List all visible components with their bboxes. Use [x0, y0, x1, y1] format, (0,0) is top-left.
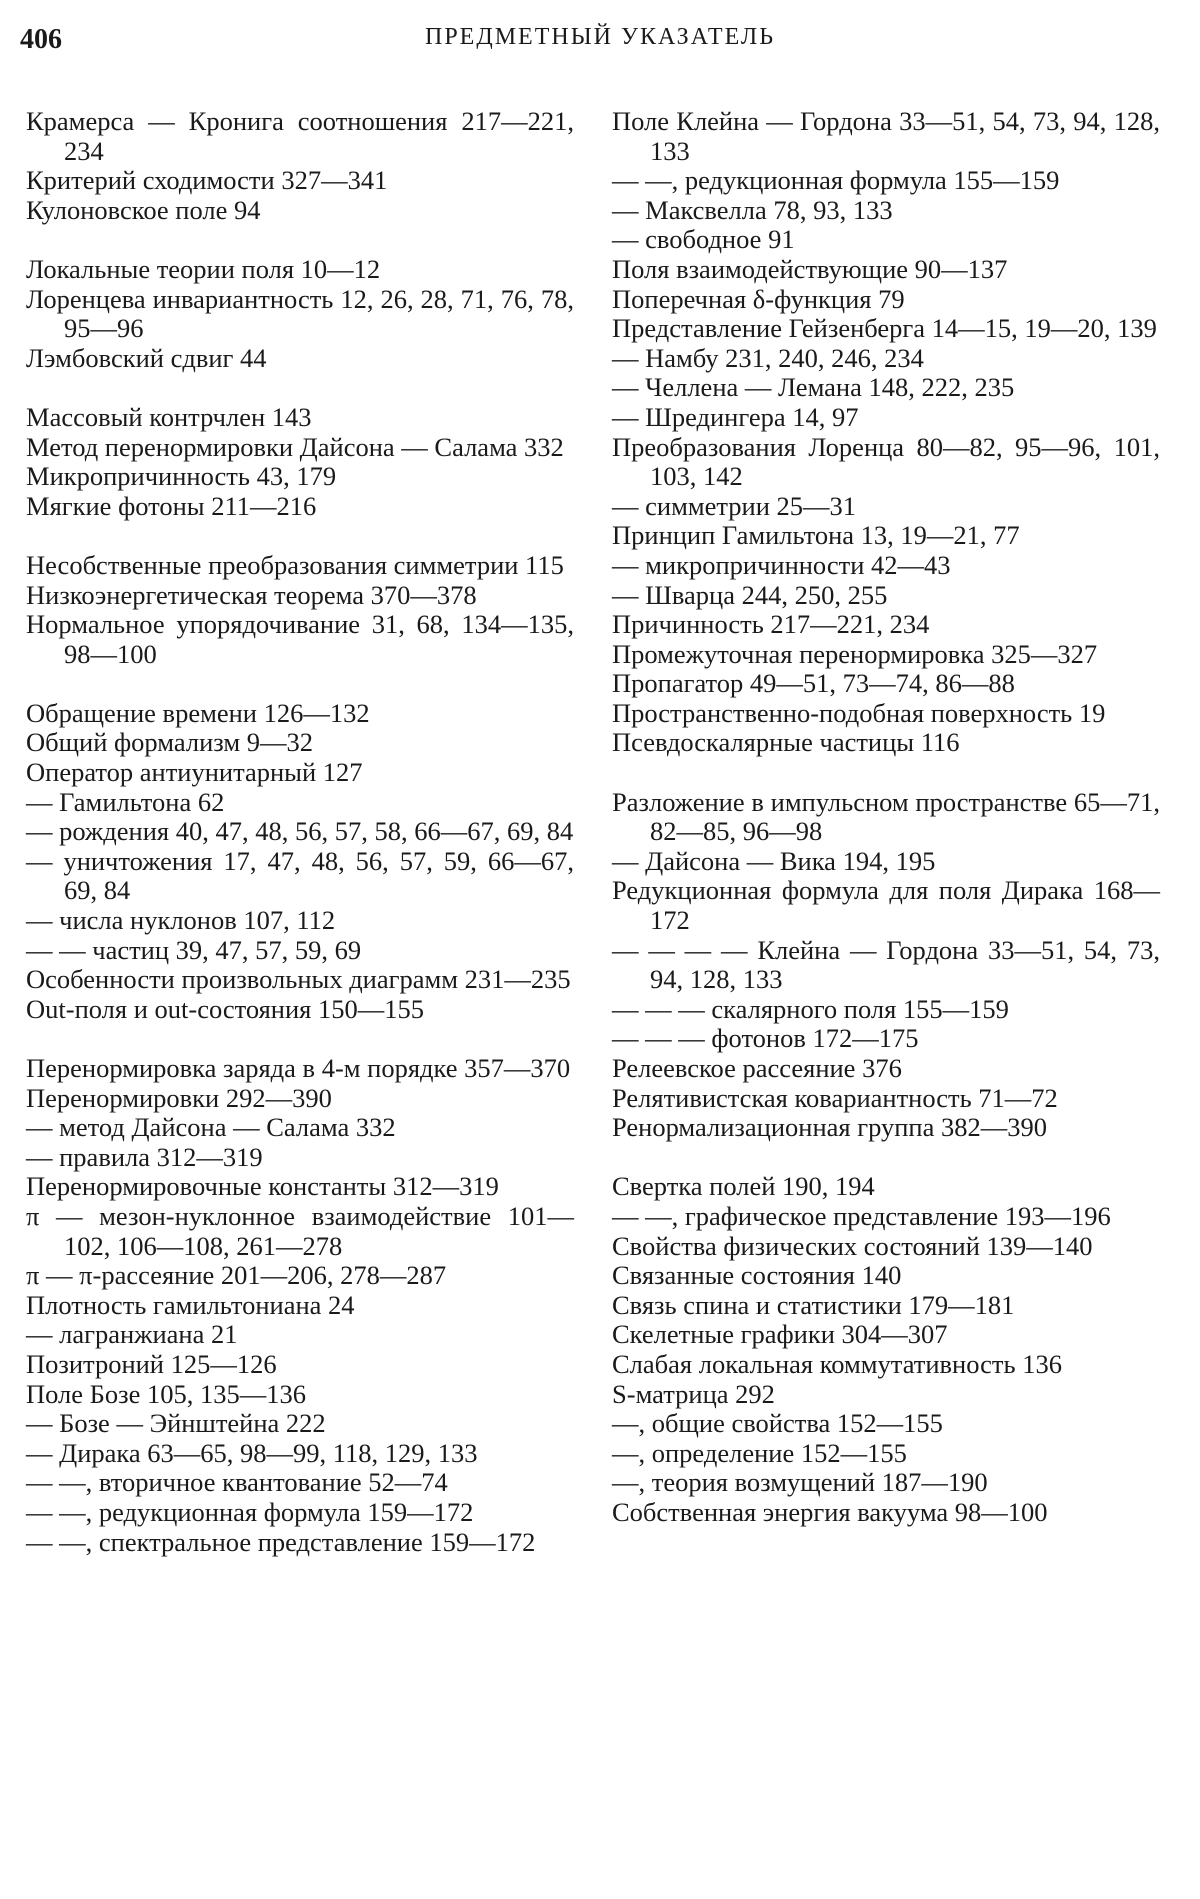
index-entry: — Гамильтона 62	[26, 786, 225, 817]
index-entry: — —, графическое представление 193—196	[612, 1200, 1111, 1231]
index-entry: — — — скалярного поля 155—159	[612, 993, 1009, 1024]
index-entry: Лэмбовский сдвиг 44	[26, 342, 267, 373]
index-entry: — свободное 91	[612, 224, 795, 255]
group-spacer	[26, 669, 574, 699]
index-entry: — Максвелла 78, 93, 133	[612, 194, 893, 225]
index-entry: Свертка полей 190, 194	[612, 1171, 875, 1202]
index-entry: Общий формализм 9—32	[26, 727, 314, 758]
index-entry: Поля взаимодействующие 90—137	[612, 253, 1008, 284]
page-number: 406	[20, 24, 62, 55]
index-entry: — Шварца 244, 250, 255	[612, 579, 888, 610]
index-entry: Свойства физических состояний 139—140	[612, 1230, 1093, 1261]
index-entry: — Дайсона — Вика 194, 195	[612, 845, 936, 876]
index-entry: Релеевское рассеяние 376	[612, 1053, 902, 1083]
index-entry: Представление Гейзенберга 14—15, 19—20, 139	[612, 313, 1157, 344]
index-entry: Связанные состояния 140	[612, 1260, 902, 1291]
index-entry: Принцип Гамильтона 13, 19—21, 77	[612, 520, 1020, 551]
index-entry: Перенормировка заряда в 4-м порядке 357—370	[26, 1053, 571, 1083]
index-entry: Лоренцева инвариантность 12, 26, 28, 71, 76, 78, 95—96	[26, 283, 574, 344]
index-entry: Плотность гамильтониана 24	[26, 1289, 355, 1320]
index-entry: Несобственные преобразования симметрии 115	[26, 549, 564, 580]
index-entry: — Бозе — Эйнштейна 222	[26, 1408, 326, 1439]
index-entry: Слабая локальная коммутативность 136	[612, 1348, 1062, 1379]
index-entry: — —, редукционная формула 155—159	[612, 165, 1060, 196]
index-entry: — числа нуклонов 107, 112	[26, 905, 336, 936]
running-head-title: ПРЕДМЕТНЫЙ УКАЗАТЕЛЬ	[424, 24, 775, 50]
index-entry: π — мезон-нуклонное взаимодействие 101—102, 106—108, 261—278	[26, 1200, 574, 1261]
group-spacer	[26, 373, 574, 403]
index-entry: Скелетные графики 304—307	[612, 1319, 948, 1350]
index-entry: — правила 312—319	[26, 1141, 263, 1172]
index-entry: Локальные теории поля 10—12	[26, 253, 381, 284]
index-entry: π — π-рассеяние 201—206, 278—287	[26, 1260, 447, 1291]
index-entry: Собственная энергия вакуума 98—100	[612, 1496, 1048, 1527]
index-entry: Низкоэнергетическая теорема 370—378	[26, 579, 477, 610]
group-spacer	[26, 225, 574, 255]
index-entry: Поперечная δ-функция 79	[612, 283, 905, 314]
index-entry: — метод Дайсона — Салама 332	[26, 1112, 396, 1143]
index-entry: Псевдоскалярные частицы 116	[612, 727, 960, 758]
index-entry: Массовый контрчлен 143	[26, 401, 312, 432]
index-entry: Перенормировочные константы 312—319	[26, 1171, 499, 1202]
index-entry: Пространственно-подобная поверхность 19	[612, 697, 1106, 728]
index-entry: Особенности произвольных диаграмм 231—235	[26, 964, 571, 995]
group-spacer	[26, 1024, 574, 1054]
index-entry: Поле Бозе 105, 135—136	[26, 1378, 306, 1409]
index-entry: —, теория возмущений 187—190	[612, 1467, 988, 1498]
index-entry: Оператор антиунитарный 127	[26, 757, 363, 788]
index-entry: — микропричинности 42—43	[612, 549, 951, 580]
index-entry: Разложение в импульсном пространстве 65—71, 82—85, 96—98	[612, 786, 1160, 847]
index-entry: — Шредингера 14, 97	[612, 401, 859, 432]
index-entry: Кулоновское поле 94	[26, 194, 261, 225]
index-entry: — — частиц 39, 47, 57, 59, 69	[26, 934, 362, 965]
index-entry: — —, спектральное представление 159—172	[26, 1526, 536, 1557]
index-entry: Ренормализационная группа 382—390	[612, 1112, 1047, 1143]
index-entry: Out-поля и out-состояния 150—155	[26, 993, 424, 1024]
index-entry: Мягкие фотоны 211—216	[26, 490, 317, 521]
index-entry: — Челлена — Лемана 148, 222, 235	[612, 372, 1015, 403]
index-entry: — Намбу 231, 240, 246, 234	[612, 342, 924, 373]
index-column-right	[612, 107, 1160, 1528]
group-spacer	[26, 521, 574, 551]
index-entry: Микропричинность 43, 179	[26, 461, 337, 492]
index-entry: S-матрица 292	[612, 1378, 775, 1409]
index-entry: Релятивистская ковариантность 71—72	[612, 1082, 1058, 1113]
index-entry: — Дирака 63—65, 98—99, 118, 129, 133	[26, 1437, 478, 1468]
index-entry: Позитроний 125—126	[26, 1348, 277, 1379]
index-entry: Причинность 217—221, 234	[612, 609, 930, 640]
index-entry: — — — — Клейна — Гордона 33—51, 54, 73, 94, 128, 133	[612, 934, 1160, 995]
index-entry: Поле Клейна — Гордона 33—51, 54, 73, 94, 128, 133	[612, 106, 1160, 166]
group-spacer	[612, 1143, 1160, 1173]
index-entry: —, общие свойства 152—155	[612, 1408, 943, 1439]
index-entry: —, определение 152—155	[612, 1437, 907, 1468]
index-entry: Обращение времени 126—132	[26, 697, 370, 728]
index-entry: Критерий сходимости 327—341	[26, 165, 388, 196]
index-entry: Метод перенормировки Дайсона — Салама 332	[26, 431, 564, 462]
index-entry: — — — фотонов 172—175	[612, 1023, 919, 1054]
index-entry: Связь спина и статистики 179—181	[612, 1289, 1015, 1320]
index-entry: — лагранжиана 21	[26, 1319, 238, 1350]
index-entry: — рождения 40, 47, 48, 56, 57, 58, 66—67, 69, 84	[26, 816, 574, 847]
index-entry: — —, редукционная формула 159—172	[26, 1496, 474, 1527]
index-entry: Преобразования Лоренца 80—82, 95—96, 101, 103, 142	[612, 431, 1160, 492]
index-entry: Перенормировки 292—390	[26, 1082, 332, 1113]
index-entry: Пропагатор 49—51, 73—74, 86—88	[612, 668, 1015, 699]
index-entry: Промежуточная перенормировка 325—327	[612, 638, 1098, 669]
index-entry: — —, вторичное квантование 52—74	[26, 1467, 448, 1498]
index-entry: Крамерса — Кронига соотношения 217—221, 234	[26, 106, 574, 166]
group-spacer	[612, 758, 1160, 788]
index-entry: — уничтожения 17, 47, 48, 56, 57, 59, 66—67, 69, 84	[26, 845, 574, 906]
index-entry: Редукционная формула для поля Дирака 168—172	[612, 875, 1160, 936]
index-column-left	[26, 107, 574, 1557]
index-entry: — симметрии 25—31	[612, 490, 857, 521]
index-entry: Нормальное упорядочивание 31, 68, 134—135, 98—100	[26, 609, 574, 669]
